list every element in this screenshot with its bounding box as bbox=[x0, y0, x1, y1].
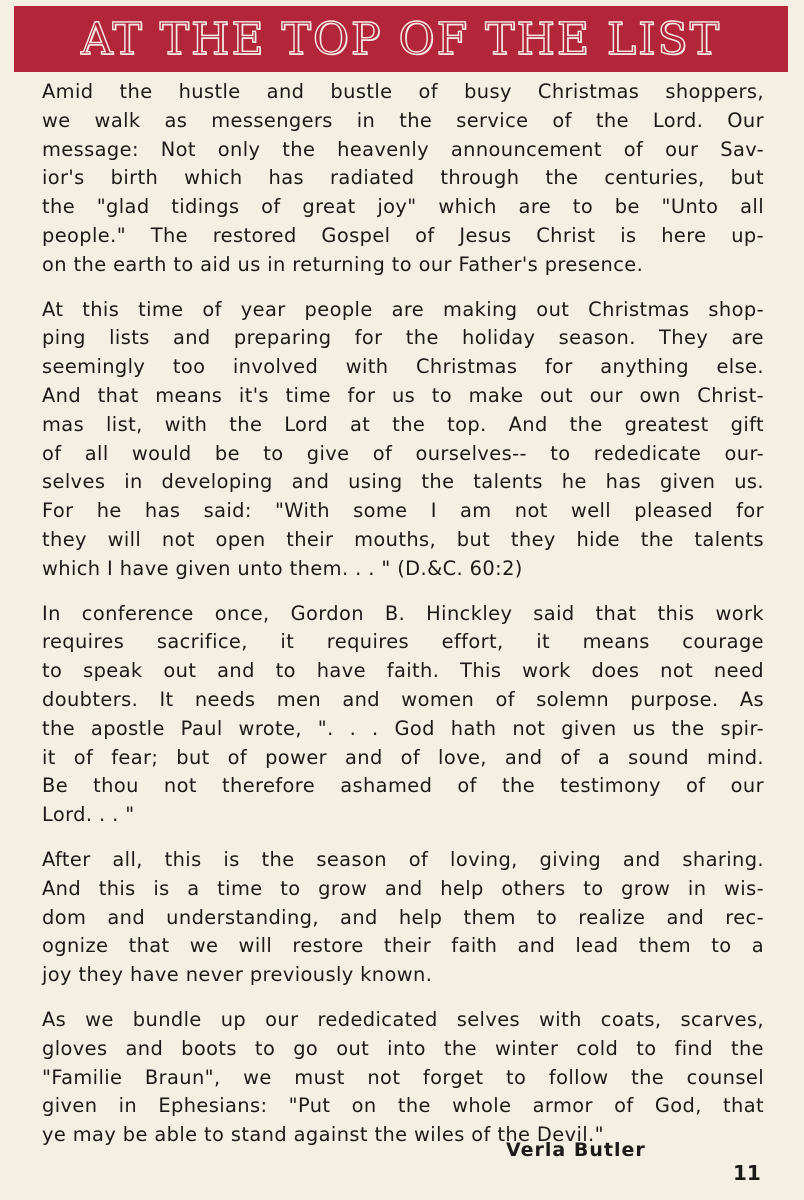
paragraph bbox=[42, 78, 764, 280]
text-line: people." The restored Gospel of Jesus Christ is here up- bbox=[42, 223, 764, 247]
title-banner bbox=[14, 6, 788, 72]
text-line: Be thou not therefore ashamed of the testimony of our bbox=[42, 774, 764, 798]
text-line: it of fear; but of power and of love, and of a sound mind. bbox=[42, 745, 764, 769]
text-line: to speak out and to have faith. This work does not need bbox=[42, 659, 764, 683]
page-number: 11 bbox=[733, 1161, 761, 1185]
text-line: In conference once, Gordon B. Hinckley said that this work bbox=[42, 601, 764, 625]
text-line: ye may be able to stand against the wiles of the Devil." bbox=[42, 1123, 604, 1147]
paragraph bbox=[42, 846, 764, 990]
text-line: which I have given unto them. . . " (D.&C. 60:2) bbox=[42, 556, 523, 580]
text-line: they will not open their mouths, but they hide the talents bbox=[42, 527, 764, 551]
page-title: AT THE TOP OF THE LIST bbox=[80, 13, 722, 65]
text-line: seemingly too involved with Christmas for anything else. bbox=[42, 355, 764, 379]
article-body bbox=[42, 78, 764, 1166]
text-line: As we bundle up our rededicated selves with coats, scarves, bbox=[42, 1007, 764, 1031]
paragraph bbox=[42, 1006, 764, 1150]
text-line: And that means it's time for us to make out our own Christ- bbox=[42, 383, 764, 407]
text-line: "Familie Braun", we must not forget to follow the counsel bbox=[42, 1065, 764, 1089]
text-line: gloves and boots to go out into the winter cold to find the bbox=[42, 1036, 764, 1060]
text-line: joy they have never previously known. bbox=[42, 963, 433, 987]
text-line: message: Not only the heavenly announcement of our Sav- bbox=[42, 137, 764, 161]
text-line: the "glad tidings of great joy" which are to be "Unto all bbox=[42, 195, 764, 219]
text-line: the apostle Paul wrote, ". . . God hath not given us the spir- bbox=[42, 716, 764, 740]
text-line: ping lists and preparing for the holiday season. They are bbox=[42, 326, 764, 350]
text-line: And this is a time to grow and help others to grow in wis- bbox=[42, 876, 764, 900]
text-line: Lord. . . " bbox=[42, 803, 135, 827]
paragraph bbox=[42, 600, 764, 830]
text-line: Amid the hustle and bustle of busy Christmas shoppers, bbox=[42, 80, 764, 103]
text-line: For he has said: "With some I am not well pleased for bbox=[42, 499, 764, 523]
text-line: given in Ephesians: "Put on the whole armor of God, that bbox=[42, 1094, 764, 1118]
text-line: requires sacrifice, it requires effort, it means courage bbox=[42, 630, 764, 654]
text-line: we walk as messengers in the service of the Lord. Our bbox=[42, 108, 764, 132]
text-line: on the earth to aid us in returning to our Father's presence. bbox=[42, 252, 644, 276]
text-line: At this time of year people are making out Christmas shop- bbox=[42, 297, 764, 321]
text-line: ior's birth which has radiated through the centuries, but bbox=[42, 166, 764, 190]
text-line: ognize that we will restore their faith and lead them to a bbox=[42, 934, 764, 958]
text-line: selves in developing and using the talents he has given us. bbox=[42, 470, 764, 494]
text-line: mas list, with the Lord at the top. And the greatest gift bbox=[42, 412, 764, 436]
text-line: After all, this is the season of loving, giving and sharing. bbox=[42, 847, 764, 871]
text-line: doubters. It needs men and women of solemn purpose. As bbox=[42, 687, 764, 711]
text-line: dom and understanding, and help them to realize and rec- bbox=[42, 905, 764, 929]
text-line: of all would be to give of ourselves-- to rededicate our- bbox=[42, 441, 764, 465]
author-signature: Verla Butler bbox=[506, 1139, 646, 1161]
paragraph bbox=[42, 296, 764, 584]
